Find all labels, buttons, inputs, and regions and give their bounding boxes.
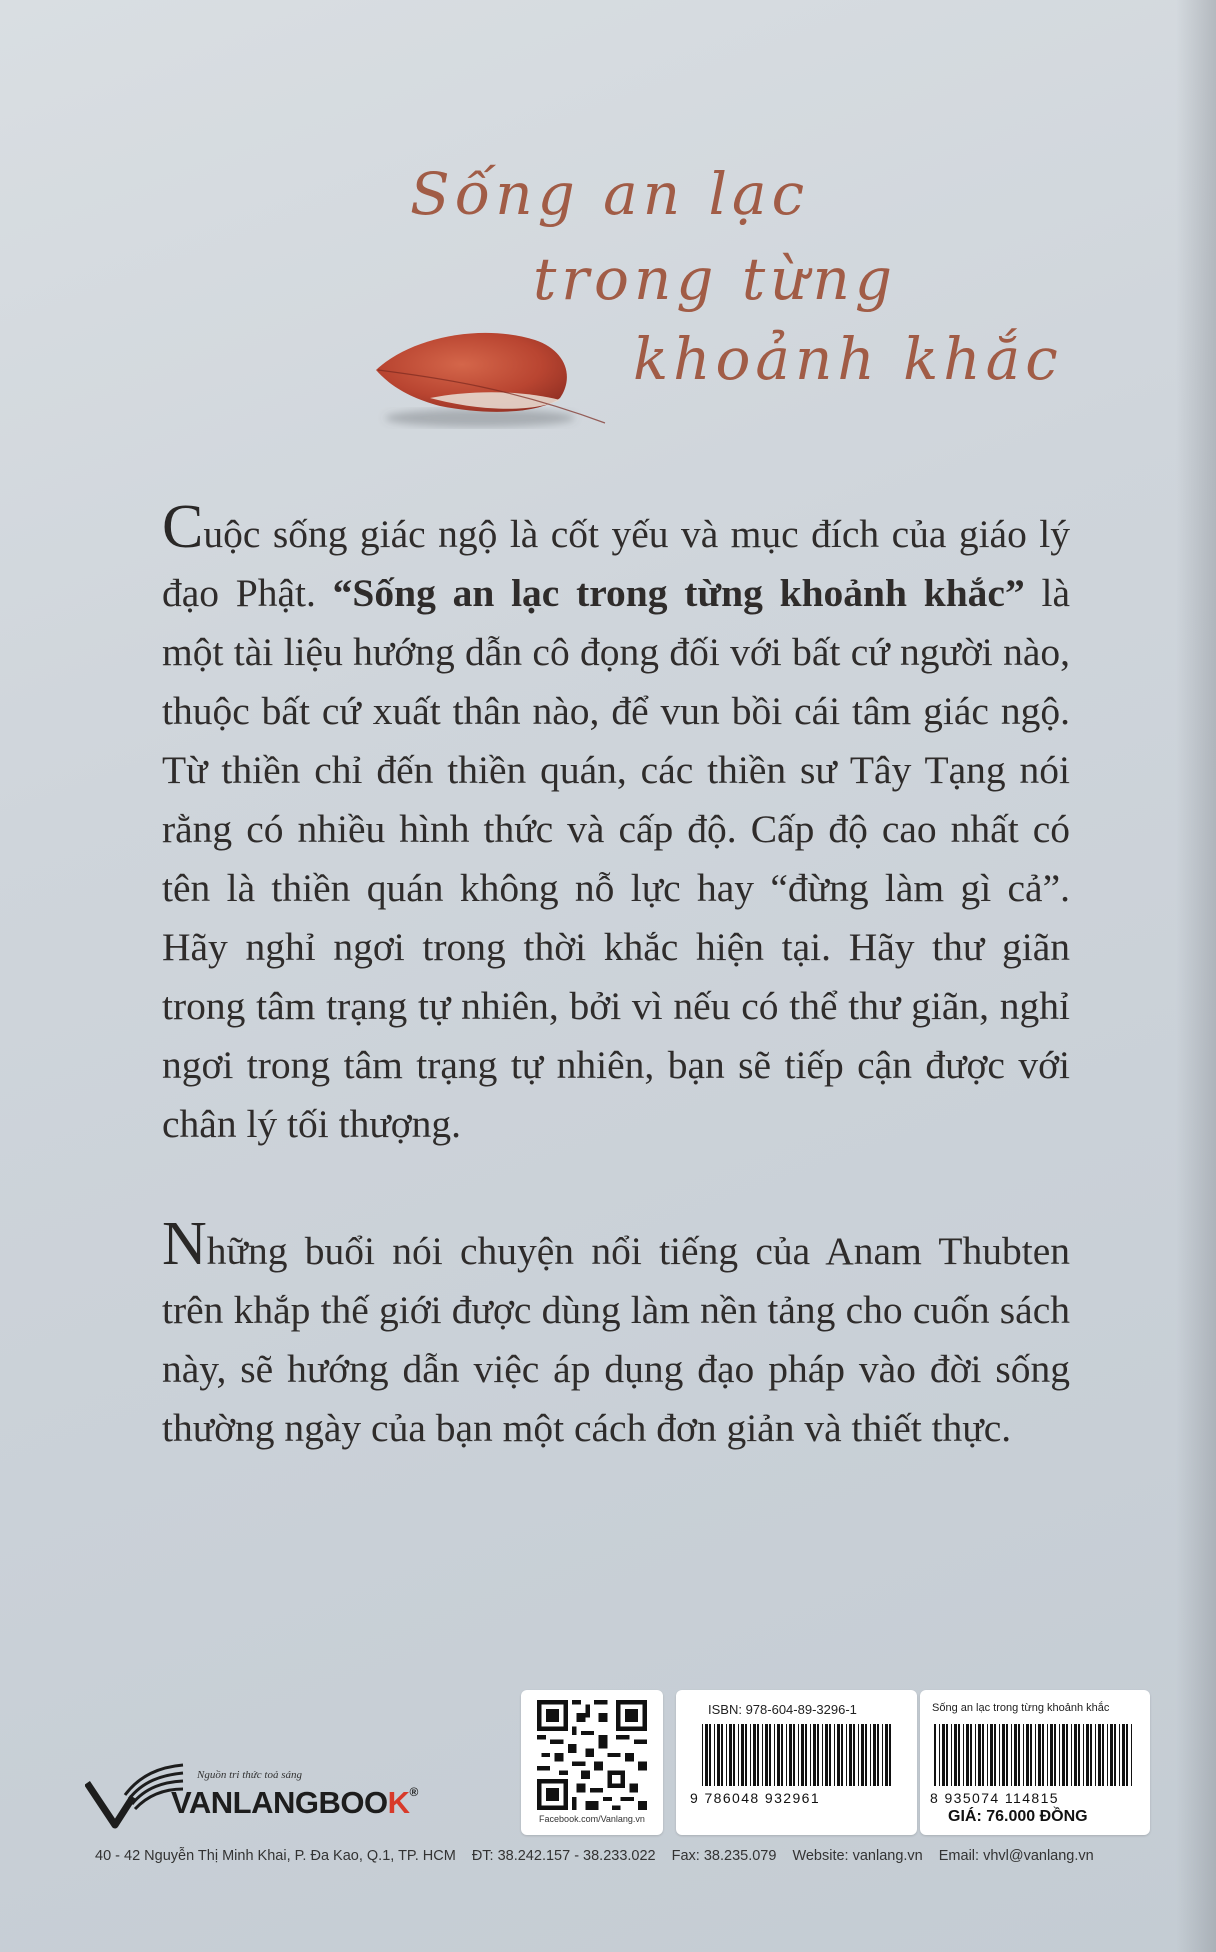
isbn-digits: 9 786048 932961 [690, 1790, 820, 1806]
barcode-bar [1006, 1724, 1008, 1786]
barcode-bar [1062, 1724, 1065, 1786]
title-line-1: Sống an lạc [410, 160, 810, 228]
price-label: GIÁ: 76.000 ĐỒNG [948, 1808, 1088, 1825]
barcode-bar [757, 1724, 759, 1786]
barcode-bar [846, 1724, 847, 1786]
barcode-bar [873, 1724, 876, 1786]
barcode-bar [958, 1724, 960, 1786]
publisher-contact-footer [95, 1848, 1155, 1864]
barcode-bar [750, 1724, 751, 1786]
publisher-fax: Fax: 38.235.079 [671, 1848, 777, 1864]
publisher-website: Website: vanlang.vn [792, 1848, 923, 1864]
barcode-bar [870, 1724, 871, 1786]
publisher-name: VANLANGBOOK® [171, 1785, 418, 1820]
barcode-bar [813, 1724, 816, 1786]
barcode-bar [934, 1724, 936, 1786]
barcode-bar [853, 1724, 855, 1786]
barcode-bar [841, 1724, 843, 1786]
barcode-bar [1095, 1724, 1096, 1786]
barcode-bar [877, 1724, 879, 1786]
qr-code-box [521, 1690, 663, 1835]
barcode-bar [781, 1724, 783, 1786]
barcode-bar [717, 1724, 720, 1786]
spine-shadow [1176, 0, 1216, 1952]
barcode-bar [951, 1724, 952, 1786]
barcode-bar [994, 1724, 996, 1786]
barcode-bar [1023, 1724, 1024, 1786]
barcode-bar [978, 1724, 981, 1786]
barcode-bar [774, 1724, 775, 1786]
barcode-bar [990, 1724, 993, 1786]
barcode-bar [1110, 1724, 1113, 1786]
barcode-bar [1059, 1724, 1060, 1786]
barcode-bar [745, 1724, 747, 1786]
barcode-bar [1098, 1724, 1101, 1786]
description-paragraph-2 [162, 1210, 1070, 1458]
barcode-bar [798, 1724, 799, 1786]
barcode-bar [741, 1724, 744, 1786]
barcode-bar [714, 1724, 715, 1786]
barcode-bar [721, 1724, 723, 1786]
barcode-bar [810, 1724, 811, 1786]
barcode-bar [1083, 1724, 1084, 1786]
red-leaf-image [370, 318, 610, 438]
barcode-bar [858, 1724, 859, 1786]
ean-barcode-icon [934, 1724, 1134, 1786]
barcode-bar [882, 1724, 883, 1786]
barcode-bar [885, 1724, 888, 1786]
barcode-bar [1114, 1724, 1116, 1786]
barcode-bar [987, 1724, 988, 1786]
description-paragraph-1 [162, 493, 1070, 1154]
barcode-bar [702, 1724, 703, 1786]
publisher-address: 40 - 42 Nguyễn Thị Minh Khai, P. Đa Kao, Q.1, TP. HCM [95, 1848, 456, 1864]
barcode-bar [1131, 1724, 1132, 1786]
barcode-bar [1030, 1724, 1032, 1786]
barcode-bar [726, 1724, 727, 1786]
barcode-bar [753, 1724, 756, 1786]
barcode-book-title: Sống an lạc trong từng khoảnh khắc [932, 1702, 1110, 1714]
barcode-bar [1107, 1724, 1108, 1786]
barcode-bar [789, 1724, 792, 1786]
publisher-email: Email: vhvl@vanlang.vn [938, 1848, 1094, 1864]
barcode-bar [865, 1724, 867, 1786]
barcode-bar [1122, 1724, 1125, 1786]
barcode-bar [954, 1724, 957, 1786]
barcode-bar [942, 1724, 945, 1786]
logo-mark-icon [85, 1755, 185, 1830]
barcode-bar [1074, 1724, 1077, 1786]
barcode-bar [1119, 1724, 1120, 1786]
barcode-bar [705, 1724, 708, 1786]
barcode-bar [709, 1724, 711, 1786]
barcode-bar [1078, 1724, 1080, 1786]
barcode-bar [861, 1724, 864, 1786]
barcode-bar [793, 1724, 795, 1786]
barcode-bar [966, 1724, 969, 1786]
barcode-bar [825, 1724, 828, 1786]
paragraph-text: là một tài liệu hướng dẫn cô đọng đối với bất cứ người nào, thuộc bất cứ xuất thân nào, để vun bồi cái tâm giác ngộ. Từ thiền chỉ đến thiền quán, các thiền sư Tây Tạng nói rằng có nhiều hình thức và cấp độ. Cấp độ cao nhất có tên là thiền quán không nỗ lực hay “đừng làm gì cả”. Hãy nghỉ ngơi trong thời khắc hiện tại. Hãy thư giãn trong tâm trạng tự nhiên, bởi vì nếu có thể thư giãn, nghỉ ngơi trong tâm trạng tự nhiên, bạn sẽ tiếp cận được với chân lý tối thượng. [162, 571, 1070, 1146]
isbn-barcode-box [676, 1690, 917, 1835]
barcode-bar [829, 1724, 831, 1786]
barcode-bar [1026, 1724, 1029, 1786]
barcode-bar [733, 1724, 735, 1786]
publisher-tagline: Nguồn tri thức toả sáng [197, 1769, 303, 1781]
barcode-bar [765, 1724, 768, 1786]
barcode-bar [1090, 1724, 1092, 1786]
paragraph-text: uộc sống giác ngộ là cốt yếu và mục đích của giáo lý đạo Phật. [162, 512, 1070, 615]
barcode-bar [777, 1724, 780, 1786]
barcode-bar [970, 1724, 972, 1786]
barcode-bar [1035, 1724, 1036, 1786]
barcode-bar [999, 1724, 1000, 1786]
barcode-bar [1002, 1724, 1005, 1786]
qr-code-icon [537, 1700, 647, 1810]
price-barcode-box [920, 1690, 1150, 1835]
barcode-bar [786, 1724, 787, 1786]
barcode-bar [1018, 1724, 1020, 1786]
title-line-2: trong từng [533, 245, 898, 313]
barcode-bar [801, 1724, 804, 1786]
barcode-bar [963, 1724, 964, 1786]
barcode-bar [1014, 1724, 1017, 1786]
ean-digits: 8 935074 114815 [930, 1790, 1059, 1806]
barcode-bar [1047, 1724, 1048, 1786]
barcode-bar [769, 1724, 771, 1786]
barcode-bar [805, 1724, 807, 1786]
barcode-bar [1050, 1724, 1053, 1786]
barcode-bar [1071, 1724, 1072, 1786]
barcode-bar [975, 1724, 976, 1786]
barcode-bar [1066, 1724, 1068, 1786]
barcode-bar [889, 1724, 891, 1786]
isbn-barcode-icon [702, 1724, 892, 1786]
paragraph-text: hững buổi nói chuyện nổi tiếng của Anam Thubten trên khắp thế giới được dùng làm nền tảng cho cuốn sách này, sẽ hướng dẫn việc áp dụng đạo pháp vào đời sống thường ngày của bạn một cách đơn giản và thiết thực. [162, 1229, 1070, 1450]
drop-cap: N [162, 1210, 207, 1278]
barcode-bar [849, 1724, 852, 1786]
qr-caption: Facebook.com/Vanlang.vn [539, 1814, 645, 1824]
barcode-bar [1038, 1724, 1041, 1786]
barcode-bar [817, 1724, 819, 1786]
barcode-bar [834, 1724, 835, 1786]
title-line-3: khoảnh khắc [633, 325, 1063, 393]
barcode-bar [946, 1724, 948, 1786]
barcode-bar [729, 1724, 732, 1786]
publisher-phone: ĐT: 38.242.157 - 38.233.022 [471, 1848, 656, 1864]
barcode-bar [1054, 1724, 1056, 1786]
barcode-bar [837, 1724, 840, 1786]
barcode-bar [738, 1724, 739, 1786]
barcode-bar [982, 1724, 984, 1786]
barcode-bar [1011, 1724, 1012, 1786]
barcode-bar [822, 1724, 823, 1786]
barcode-bar [1126, 1724, 1128, 1786]
isbn-label: ISBN: 978-604-89-3296-1 [708, 1702, 857, 1717]
drop-cap: C [162, 493, 204, 561]
barcode-bar [1086, 1724, 1089, 1786]
book-title-quote: “Sống an lạc trong từng khoảnh khắc” [332, 571, 1025, 615]
barcode-bar [1102, 1724, 1104, 1786]
publisher-logo [85, 1755, 485, 1835]
barcode-bar [1042, 1724, 1044, 1786]
barcode-bar [939, 1724, 940, 1786]
barcode-bar [762, 1724, 763, 1786]
